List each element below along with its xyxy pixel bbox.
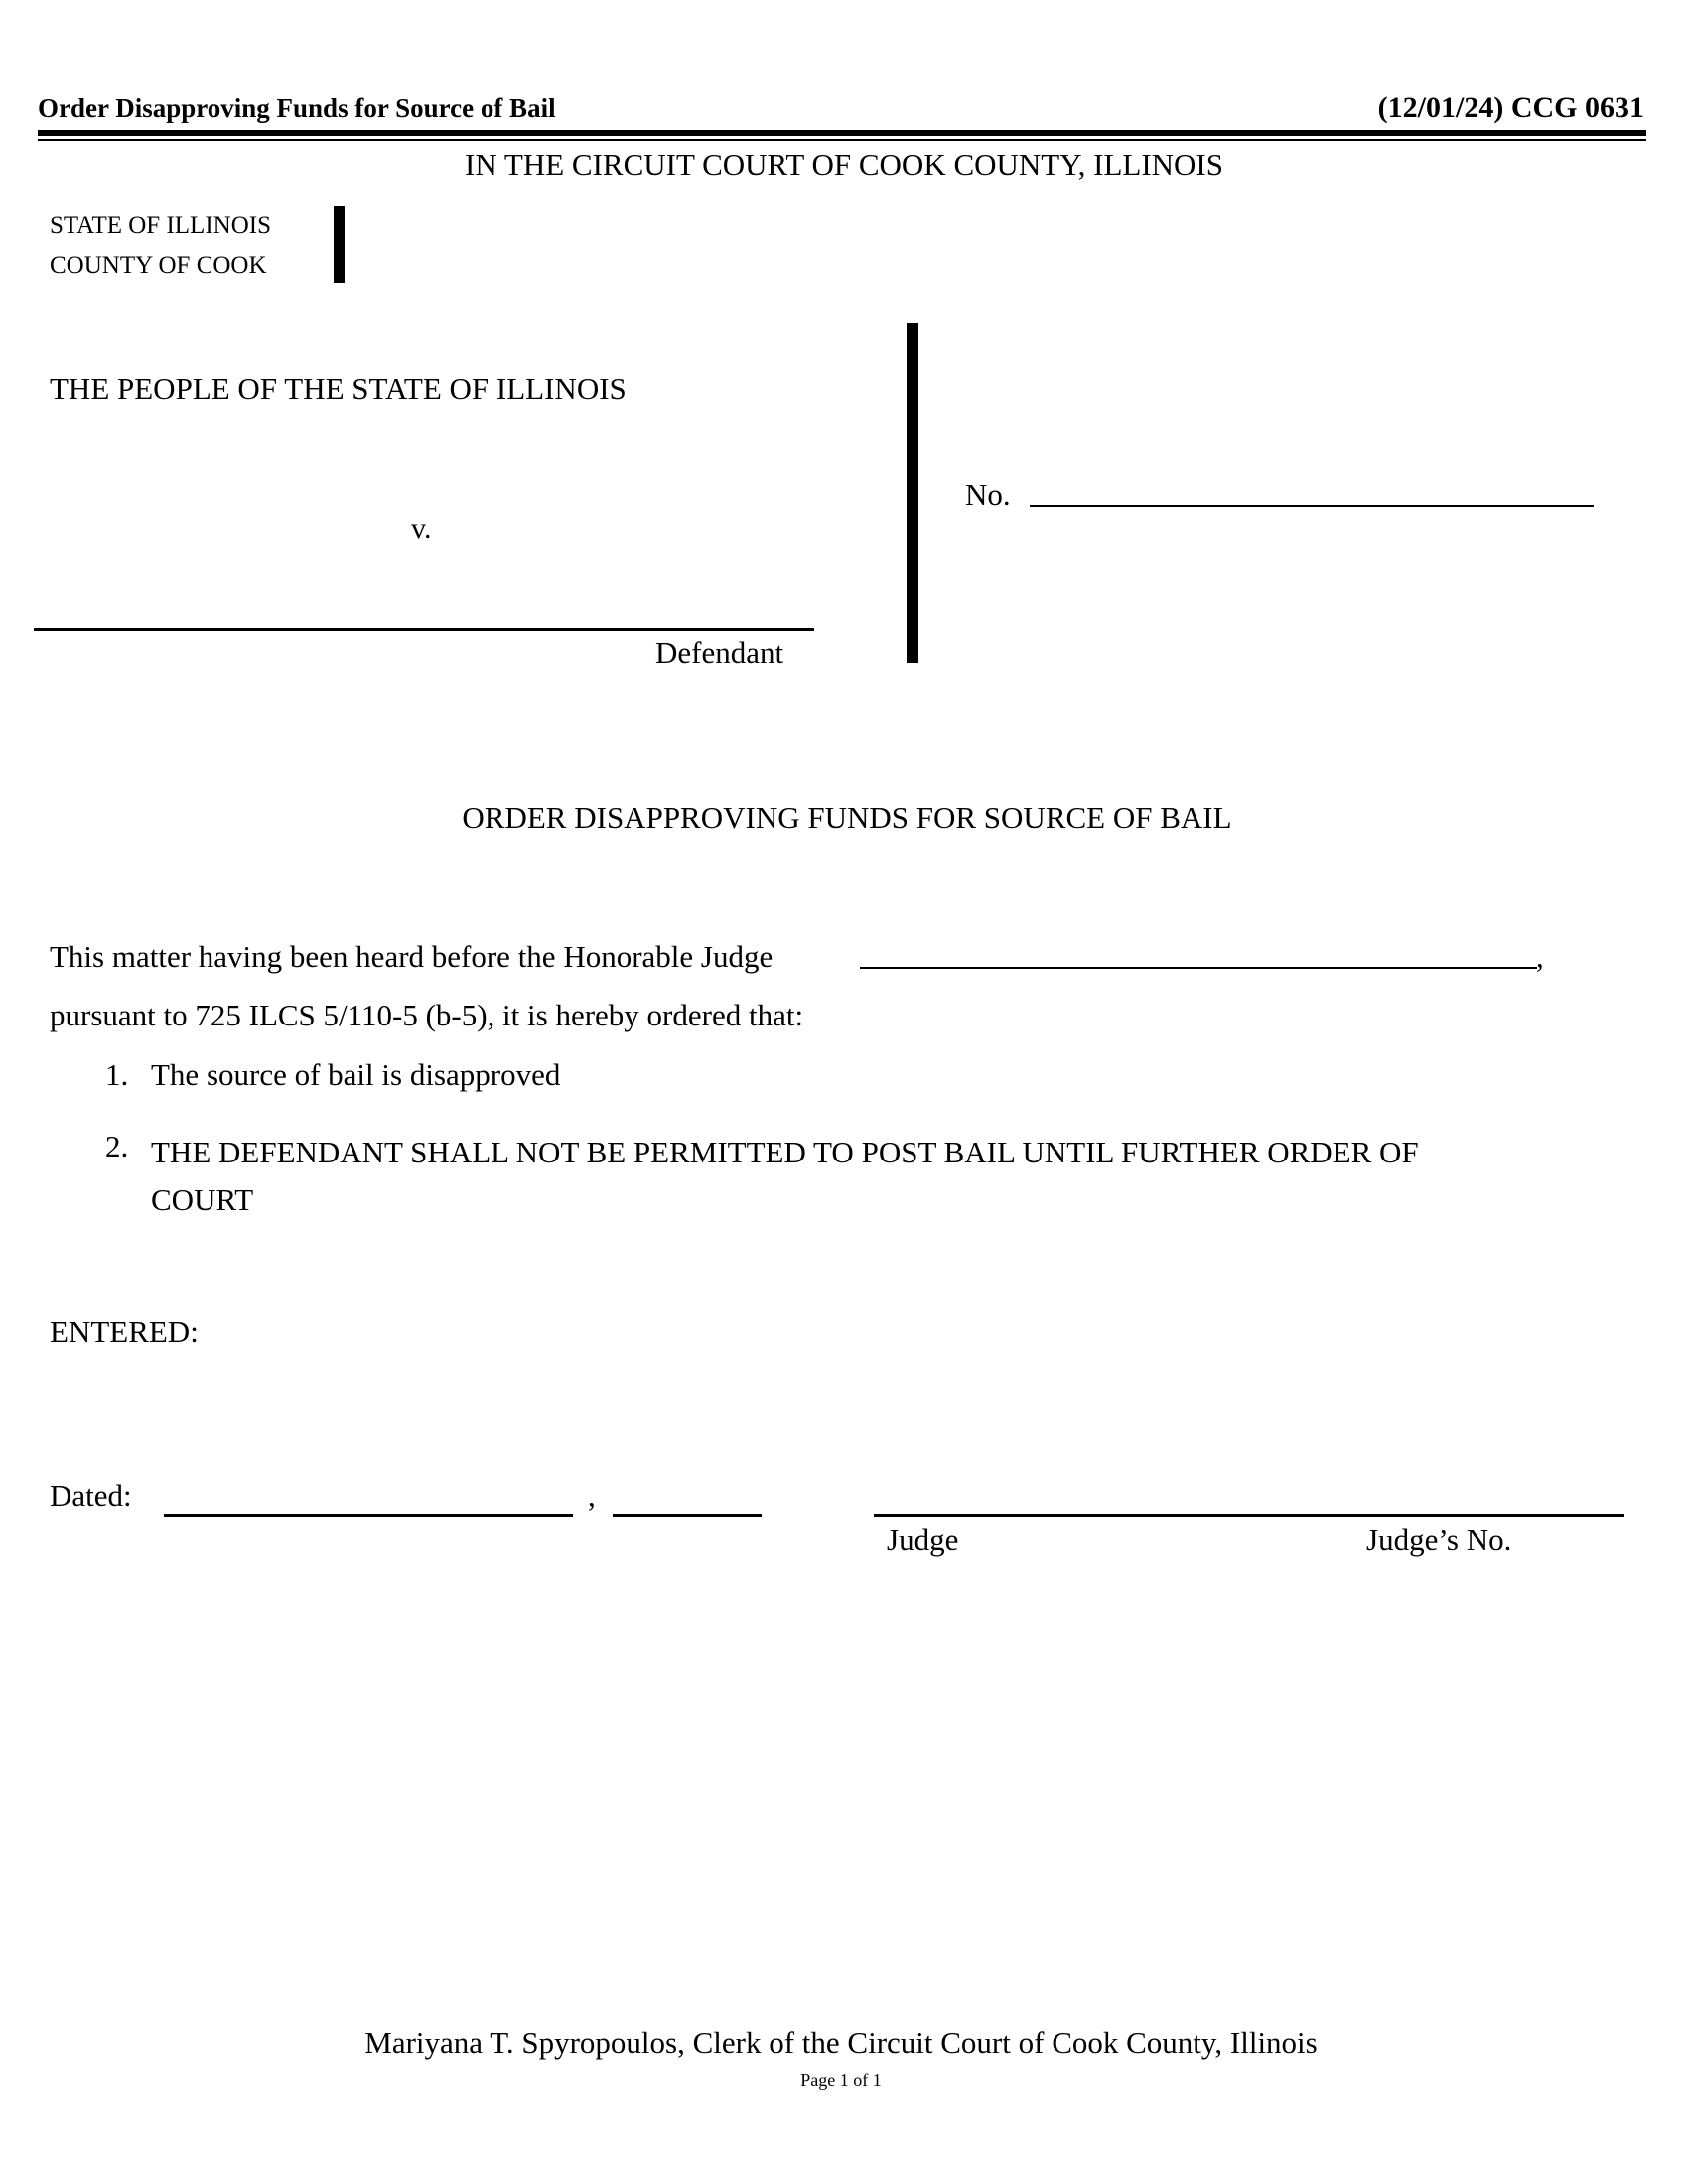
header-rule-thick: [38, 130, 1646, 136]
defendant-label: Defendant: [655, 635, 784, 670]
defendant-name-field[interactable]: [34, 628, 814, 631]
header-rule-thin: [38, 139, 1646, 141]
venue-bracket-bar: [334, 206, 345, 283]
dated-label: Dated:: [50, 1478, 132, 1513]
venue-state: STATE OF ILLINOIS: [50, 212, 271, 239]
judge-number-label: Judge’s No.: [1366, 1522, 1512, 1557]
caption-divider-bar: [907, 323, 918, 663]
date-month-day-field[interactable]: [164, 1514, 573, 1517]
date-year-field[interactable]: [613, 1514, 762, 1517]
order-item-number: 2.: [105, 1129, 129, 1163]
clerk-footer: Mariyana T. Spyropoulos, Clerk of the Circuit Court of Cook County, Illinois: [364, 2025, 1318, 2060]
judge-signature-field[interactable]: [874, 1514, 1624, 1517]
intro-comma: ,: [1536, 939, 1544, 974]
intro-text: This matter having been heard before the Honorable Judge: [50, 939, 774, 974]
form-number: (12/01/24) CCG 0631: [1377, 91, 1644, 124]
court-name: IN THE CIRCUIT COURT OF COOK COUNTY, ILLINOIS: [465, 147, 1223, 182]
judge-label: Judge: [887, 1522, 959, 1557]
venue-block: [50, 206, 271, 286]
statute-text: pursuant to 725 ILCS 5/110-5 (b-5), it is hereby ordered that:: [50, 998, 804, 1032]
page-number: Page 1 of 1: [800, 2070, 882, 2090]
order-title: ORDER DISAPPROVING FUNDS FOR SOURCE OF BAIL: [462, 800, 1232, 835]
case-number-field[interactable]: [1030, 505, 1594, 507]
entered-label: ENTERED:: [50, 1314, 199, 1349]
case-number-label: No.: [965, 478, 1011, 512]
order-item-number: 1.: [105, 1057, 129, 1092]
plaintiff-name: THE PEOPLE OF THE STATE OF ILLINOIS: [50, 371, 627, 406]
judge-name-field[interactable]: [860, 967, 1537, 969]
date-comma: ,: [588, 1478, 596, 1513]
venue-county: COUNTY OF COOK: [50, 252, 267, 279]
order-item-text: The source of bail is disapproved: [151, 1057, 561, 1092]
versus-label: v.: [411, 512, 432, 545]
order-item-text: THE DEFENDANT SHALL NOT BE PERMITTED TO POST BAIL UNTIL FURTHER ORDER OF COURT: [151, 1135, 1419, 1217]
form-title: Order Disapproving Funds for Source of Bail: [38, 93, 556, 123]
